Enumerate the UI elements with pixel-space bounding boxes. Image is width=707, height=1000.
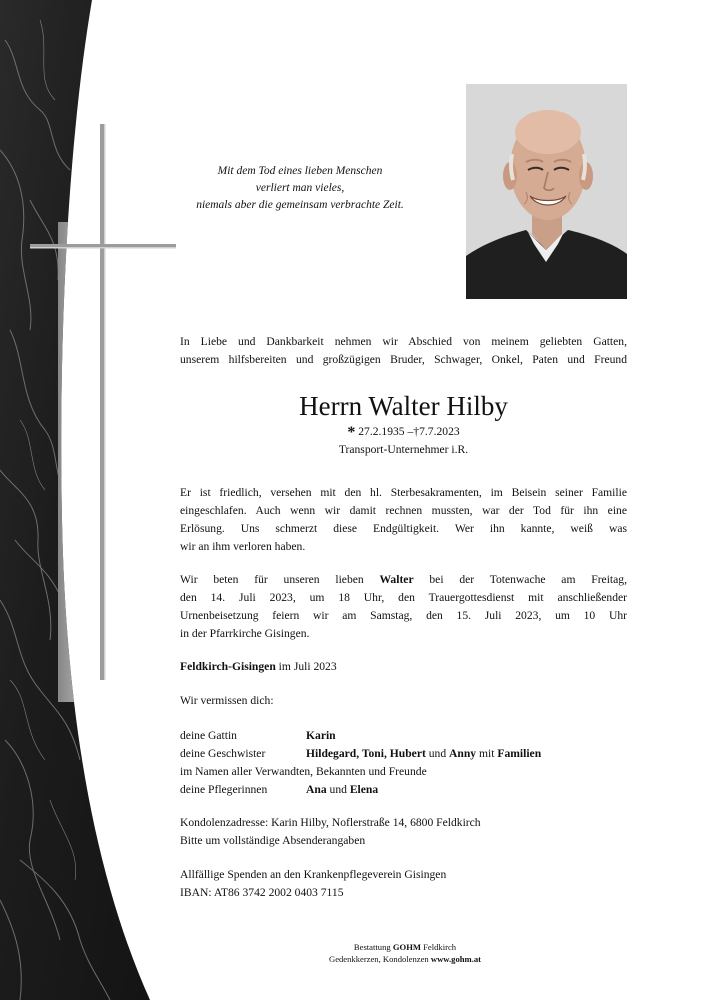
paragraph-passing [180,484,627,556]
quote-line: niemals aber die gemeinsam verbrachte Zeit. [196,199,404,211]
portrait-photo-icon [466,84,627,299]
family-names: Karin [306,729,336,742]
paragraph-line: den 14. Juli 2023, um 18 Uhr, den Trauergottesdienst mit anschließender [180,591,627,604]
family-names: Hildegard, Toni, Hubert [306,747,426,760]
birth-date: 27.2.1935 [358,425,405,438]
intro-line: In Liebe und Dankbarkeit nehmen wir Abschied von meinem geliebten Gatten, [180,335,627,348]
condolence-address: Kondolenzadresse: Karin Hilby, Noflerstraße 14, 6800 Feldkirch [180,816,481,829]
paragraph-line: Urnenbeisetzung feiern wir am Samstag, den 15. Juli 2023, um 10 Uhr [180,609,627,622]
family-names: Familien [497,747,542,760]
paragraph-line: Er ist friedlich, versehen mit den hl. Sterbesakramenten, im Beisein seiner Familie [180,486,627,499]
intro-line: unserem hilfsbereiten und großzügigen Bruder, Schwager, Onkel, Paten und Freund [180,353,627,366]
month-year: im Juli 2023 [275,660,337,673]
text-fragment: Bestattung [353,942,393,952]
we-miss-you: Wir vermissen dich: [180,694,274,707]
deceased-name: Herrn Walter Hilby [299,391,508,421]
text-fragment: Feldkirch [421,942,457,952]
paragraph-line: in der Pfarrkirche Gisingen. [180,627,310,640]
family-names: Elena [349,783,379,796]
donation-info: Allfällige Spenden an den Krankenpflegeverein Gisingen [180,868,447,881]
quote-line: Mit dem Tod eines lieben Menschen [217,165,383,177]
paragraph-line: wir an ihm verloren haben. [180,540,306,553]
text-fragment: und [425,747,450,760]
family-role: deine Geschwister [180,747,266,760]
life-dates [180,424,627,441]
family-row: im Namen aller Verwandten, Bekannten und Freunde [180,765,427,778]
paragraph-line: eingeschlafen. Auch wenn wir damit rechnen mussten, war der Tod für ihn eine [180,504,627,517]
place-name: Feldkirch-Gisingen [180,660,276,673]
paragraph-services [180,571,627,643]
first-name: Walter [379,573,414,586]
condolence-note: Bitte um vollständige Absenderangaben [180,834,366,847]
quote-line: verliert man vieles, [255,182,345,194]
family-role: deine Pflegerinnen [180,783,268,796]
footer-line [260,953,550,965]
death-date: 7.7.2023 [419,425,460,438]
family-row [180,745,541,763]
memorial-quote [170,163,430,214]
paragraph-line: Erlösung. Uns schmerzt diese Endgültigkeit. Wer ihn kannte, weiß was [180,522,627,535]
occupation: Transport-Unternehmer i.R. [338,443,469,456]
text-fragment: bei der Totenwache am Freitag, [413,573,627,586]
family-names: Anny [449,747,477,760]
iban: IBAN: AT86 3742 2002 0403 7115 [180,886,344,899]
intro-text [180,333,627,369]
funeral-home-footer [260,941,550,965]
funeral-home-name: GOHM [392,942,421,952]
death-cross-icon: –† [404,425,420,438]
family-role: deine Gattin [180,729,237,742]
text-fragment: mit [476,747,498,760]
text-fragment: und [326,783,350,796]
footer-line [260,941,550,953]
paragraph-line [180,571,627,589]
website-link[interactable]: www.gohm.at [430,954,482,964]
text-fragment: Gedenkkerzen, Kondolenzen [328,954,431,964]
place-date [180,658,337,676]
family-list [180,727,541,799]
portrait-photo [466,84,627,299]
text-fragment: Wir beten für unseren lieben [180,573,380,586]
family-row [180,781,541,799]
birth-star-icon: * [347,424,356,441]
family-names: Ana [306,783,327,796]
family-row [180,727,541,745]
